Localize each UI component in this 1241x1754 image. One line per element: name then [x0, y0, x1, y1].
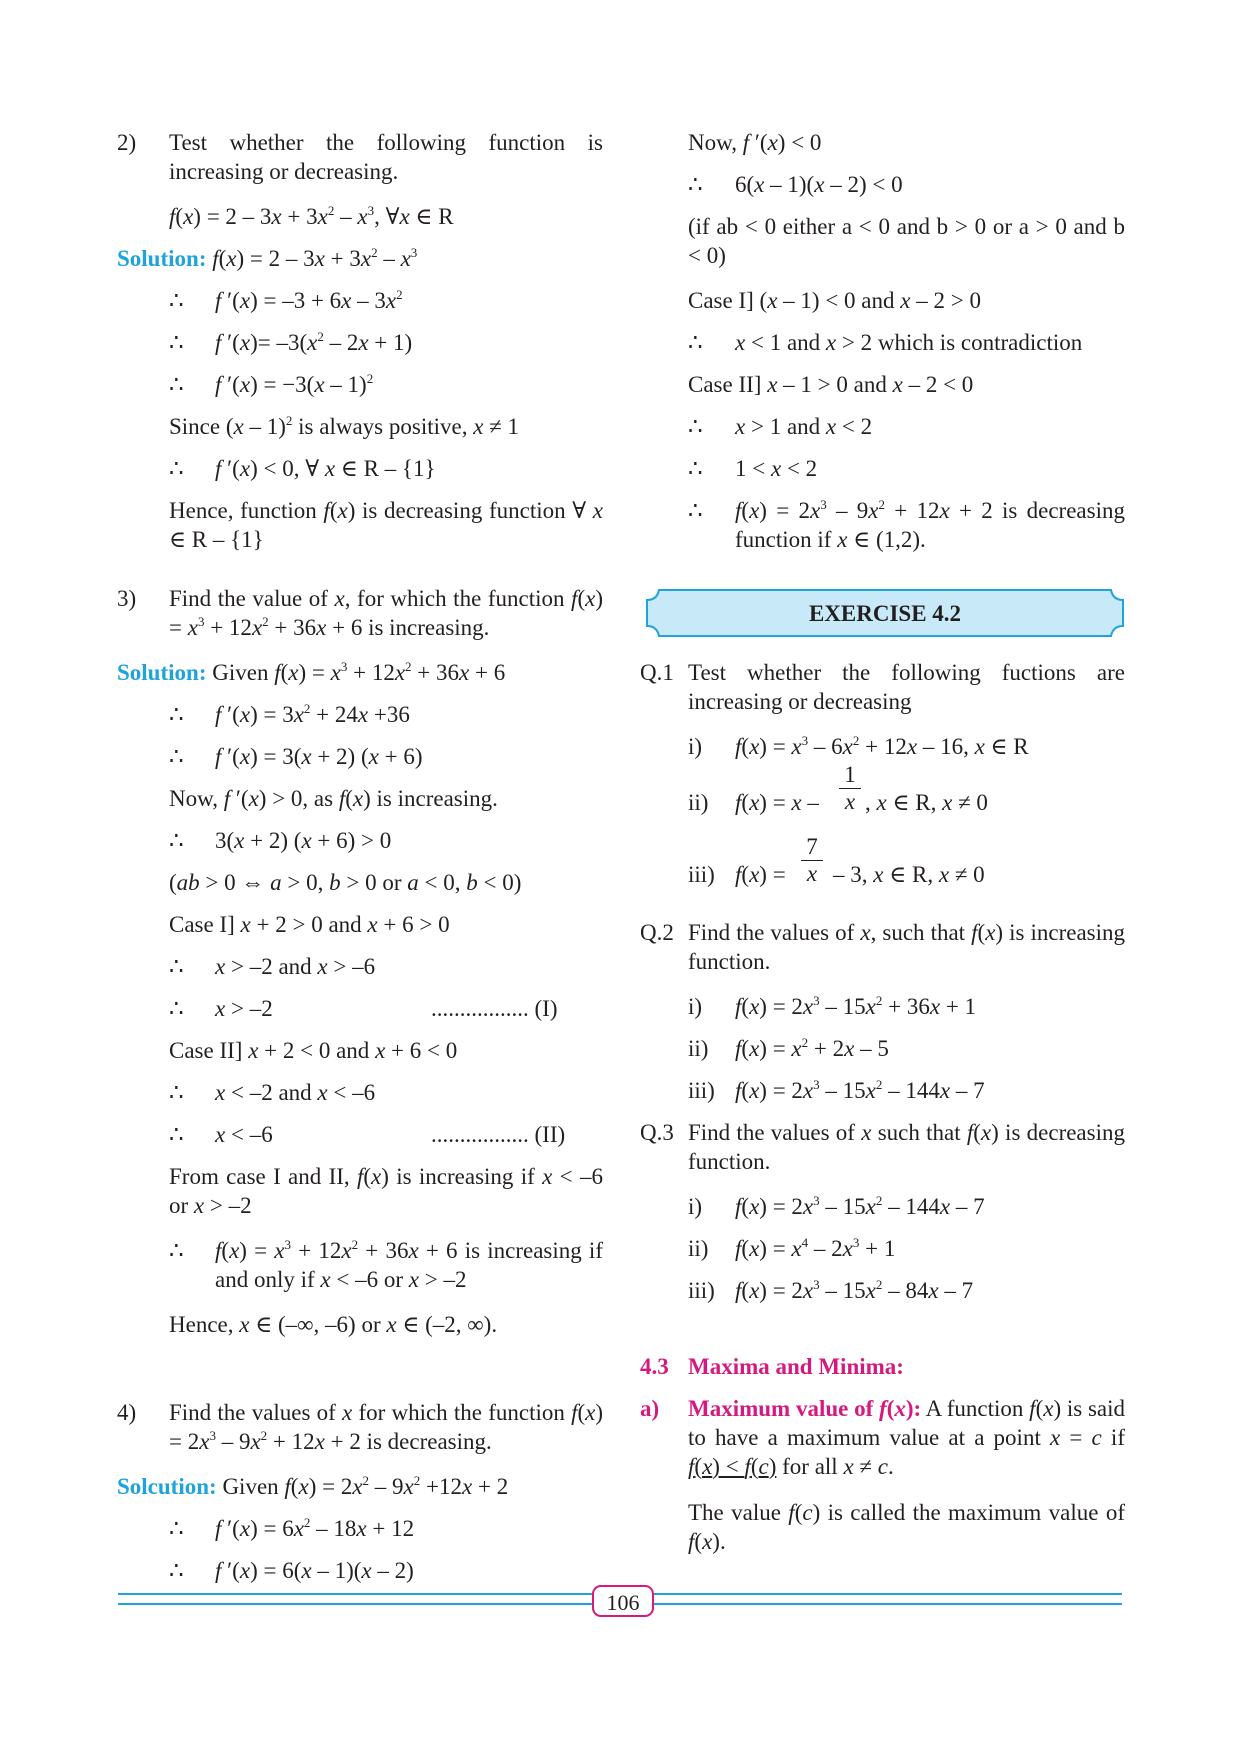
exercise-title: EXERCISE 4.2 [808, 601, 962, 626]
q4-step-1: f $'(x) = 6x^2 - 18x + 12$ [215, 1515, 415, 1541]
therefore-symbol: ∴ [169, 1122, 184, 1147]
ex-q3-iii-label: iii) [688, 1278, 715, 1303]
page-number: 106 [592, 1585, 654, 1617]
q3-conclusion: Hence, x ∈ (–∞, –6) or x ∈ (–2, ∞). [169, 1312, 498, 1337]
q3-step-1: f $'(x) = 3x^2 + 24x +36$ [215, 701, 410, 727]
q4-step-10: 1 < x < 2 [735, 456, 818, 481]
solution-label: Solution: [117, 246, 207, 271]
section-number: 4.3 [640, 1354, 669, 1379]
ex-q1-ii-rhs: , x ∈ R, x ≠ 0 [865, 790, 988, 815]
ex-q1-i: $f(x) = x^3 - 6x^2 + 12x - 16$, x ∈ R [735, 733, 1029, 759]
subsection-title: Maximum value of f(x): [688, 1396, 922, 1421]
q2-step-1: f $'(x) = -3 + 6x - 3x^2$ [215, 287, 403, 313]
therefore-symbol: ∴ [688, 456, 703, 481]
ex-q1-ii-lhs: f(x) = x – [735, 790, 819, 815]
q4-step-8: Case II] x – 1 > 0 and x – 2 < 0 [688, 372, 974, 397]
ex-q2-ii: $f(x) = x^2 + 2x - 5$ [735, 1035, 889, 1061]
therefore-symbol: ∴ [169, 288, 184, 313]
q2-conclusion: Hence, function f(x) is decreasing function ∀ x ∈ R – {1} [169, 498, 603, 552]
q2-number: 2) [117, 130, 137, 155]
therefore-symbol: ∴ [169, 1516, 184, 1541]
therefore-symbol: ∴ [688, 498, 703, 523]
q4-question: Find the values of x for which the function $f(x) = 2x^3 - 9x^2 + 12x + 2$ is decreasing. [169, 1400, 604, 1454]
q3-number: 3) [117, 586, 137, 611]
q4-step-9: x > 1 and x < 2 [735, 414, 873, 439]
fraction-numerator: 1 [844, 762, 856, 787]
ex-q2-ii-label: ii) [688, 1036, 709, 1061]
therefore-symbol: ∴ [169, 1080, 184, 1105]
q3-step-13: $f(x) = x^3 + 12x^2 + 36x + 6$ is increasing if and only if x < –6 or x > –2 [215, 1237, 603, 1292]
q3-step-3: Now, f ′(x) > 0, as f(x) is increasing. [169, 786, 498, 811]
q2-step-5: f ′(x) < 0, ∀ x ∈ R – {1} [215, 456, 436, 481]
therefore-symbol: ∴ [169, 372, 184, 397]
ex-q1-question: Test whether the following fuctions are increasing or decreasing [688, 660, 1125, 714]
therefore-symbol: ∴ [169, 744, 184, 769]
q4-solution: Solcution: Given $f(x) = 2x^2 - 9x^2 +12x + 2$ [117, 1473, 509, 1499]
therefore-symbol: ∴ [169, 1238, 184, 1263]
q3-step-10: x < –2 and x < –6 [215, 1080, 376, 1105]
q3-tag-2: ................. (II) [431, 1122, 566, 1147]
ex-q1-iii-rhs: – 3, x ∈ R, x ≠ 0 [833, 862, 985, 887]
ex-q2-iii-label: iii) [688, 1078, 715, 1103]
ex-q2-question: Find the values of x, such that f(x) is increasing function. [688, 920, 1126, 974]
therefore-symbol: ∴ [169, 456, 184, 481]
q2-step-4: Since (x – 1)$^2$ is always positive, x ≠ 1 [169, 413, 520, 439]
subsection-label: a) [640, 1396, 660, 1421]
q2-given: $f(x) = 2 - 3x + 3x^2 - x^3$, ∀x ∈ R [169, 203, 454, 229]
q3-tag-1: ................. (I) [431, 996, 558, 1021]
q4-step-5: (if ab < 0 either a < 0 and b > 0 or a > 0 and b < 0) [688, 214, 1125, 268]
maximum-value-note: The value f(c) is called the maximum value of f(x). [688, 1500, 1125, 1554]
ex-q1-ii-fraction [839, 762, 861, 815]
q3-step-6: Case I] x + 2 > 0 and x + 6 > 0 [169, 912, 450, 937]
therefore-symbol: ∴ [169, 330, 184, 355]
q2-solution: Solution: $f(x) = 2 - 3x + 3x^2 - x^3$ [117, 245, 418, 271]
q3-step-9: Case II] x + 2 < 0 and x + 6 < 0 [169, 1038, 458, 1063]
q3-step-4: 3(x + 2) (x + 6) > 0 [215, 828, 392, 853]
ex-q2-i: $f(x) = 2x^3 - 15x^2 + 36x + 1$ [735, 993, 977, 1019]
exercise-banner [645, 588, 1125, 638]
q4-step-2: f ′(x) = 6(x – 1)(x – 2) [215, 1558, 414, 1583]
q4-step-7: x < 1 and x > 2 which is contradiction [735, 330, 1083, 355]
q2-step-3: f ′(x) = −3(x – 1)$^2$ [215, 371, 374, 397]
ex-q2-number: Q.2 [640, 920, 674, 945]
q3-step-12: From case I and II, f(x) is increasing if x < –6 or x > –2 [169, 1164, 603, 1218]
therefore-symbol: ∴ [688, 172, 703, 197]
ex-q3-iii: $f(x) = 2x^3 - 15x^2 - 84x - 7$ [735, 1277, 974, 1303]
therefore-symbol: ∴ [169, 828, 184, 853]
ex-q3-question: Find the values of x such that f(x) is decreasing function. [688, 1120, 1125, 1174]
ex-q1-i-label: i) [688, 734, 703, 759]
q4-step-6: Case I] (x – 1) < 0 and x – 2 > 0 [688, 288, 981, 313]
ex-q1-iii-lhs: f(x) = [735, 862, 786, 887]
q3-step-11: x < –6 [215, 1122, 273, 1147]
therefore-symbol: ∴ [169, 702, 184, 727]
q4-step-3: Now, f ′(x) < 0 [688, 130, 822, 155]
solution-label: Solution: [117, 660, 207, 685]
fraction-numerator: 7 [806, 834, 818, 859]
therefore-symbol: ∴ [169, 996, 184, 1021]
q4-number: 4) [117, 1400, 137, 1425]
therefore-symbol: ∴ [688, 330, 703, 355]
q3-question: Find the value of x, for which the function $f(x) = x^3 + 12x^2 + 36x + 6$ is increasing. [169, 586, 603, 640]
ex-q1-iii-label: iii) [688, 862, 715, 887]
q3-solution: Solution: Given $f(x) = x^3 + 12x^2 + 36x + 6$ [117, 659, 506, 685]
fraction-denominator: x [806, 861, 818, 886]
q3-step-2: f ′(x) = 3(x + 2) (x + 6) [215, 744, 423, 769]
ex-q1-number: Q.1 [640, 660, 674, 685]
q2-question: Test whether the following function is increasing or decreasing. [169, 130, 603, 184]
q2-step-2: f $'(x)= -3(x^2 - 2x + 1)$ [215, 329, 413, 355]
q4-conclusion: $f(x) = 2x^3 - 9x^2 + 12x + 2$ is decreasing function if x ∈ (1,2). [735, 497, 1125, 552]
maximum-definition: Maximum value of f(x): A function f(x) is said to have a maximum value at a point x = c if f(x) < f(c) for all x ≠ c. [688, 1396, 1126, 1479]
q3-step-7: x > –2 and x > –6 [215, 954, 376, 979]
ex-q1-ii-label: ii) [688, 790, 709, 815]
therefore-symbol: ∴ [169, 954, 184, 979]
ex-q3-number: Q.3 [640, 1120, 674, 1145]
ex-q1-iii-fraction [801, 834, 823, 887]
q4-step-4: 6(x – 1)(x – 2) < 0 [735, 172, 903, 197]
ex-q2-iii: $f(x) = 2x^3 - 15x^2 - 144x - 7$ [735, 1077, 985, 1103]
ex-q3-i-label: i) [688, 1194, 703, 1219]
q3-step-5: (ab > 0 ⇔ a > 0, b > 0 or a < 0, b < 0) [169, 870, 522, 895]
section-title: Maxima and Minima: [688, 1354, 904, 1379]
solution-label: Solcution: [117, 1474, 217, 1499]
q3-step-8: x > –2 [215, 996, 273, 1021]
ex-q3-ii: $f(x) = x^4 - 2x^3 + 1$ [735, 1235, 896, 1261]
ex-q3-ii-label: ii) [688, 1236, 709, 1261]
ex-q3-i: $f(x) = 2x^3 - 15x^2 - 144x - 7$ [735, 1193, 985, 1219]
therefore-symbol: ∴ [169, 1558, 184, 1583]
therefore-symbol: ∴ [688, 414, 703, 439]
fraction-denominator: x [844, 789, 856, 814]
ex-q2-i-label: i) [688, 994, 703, 1019]
